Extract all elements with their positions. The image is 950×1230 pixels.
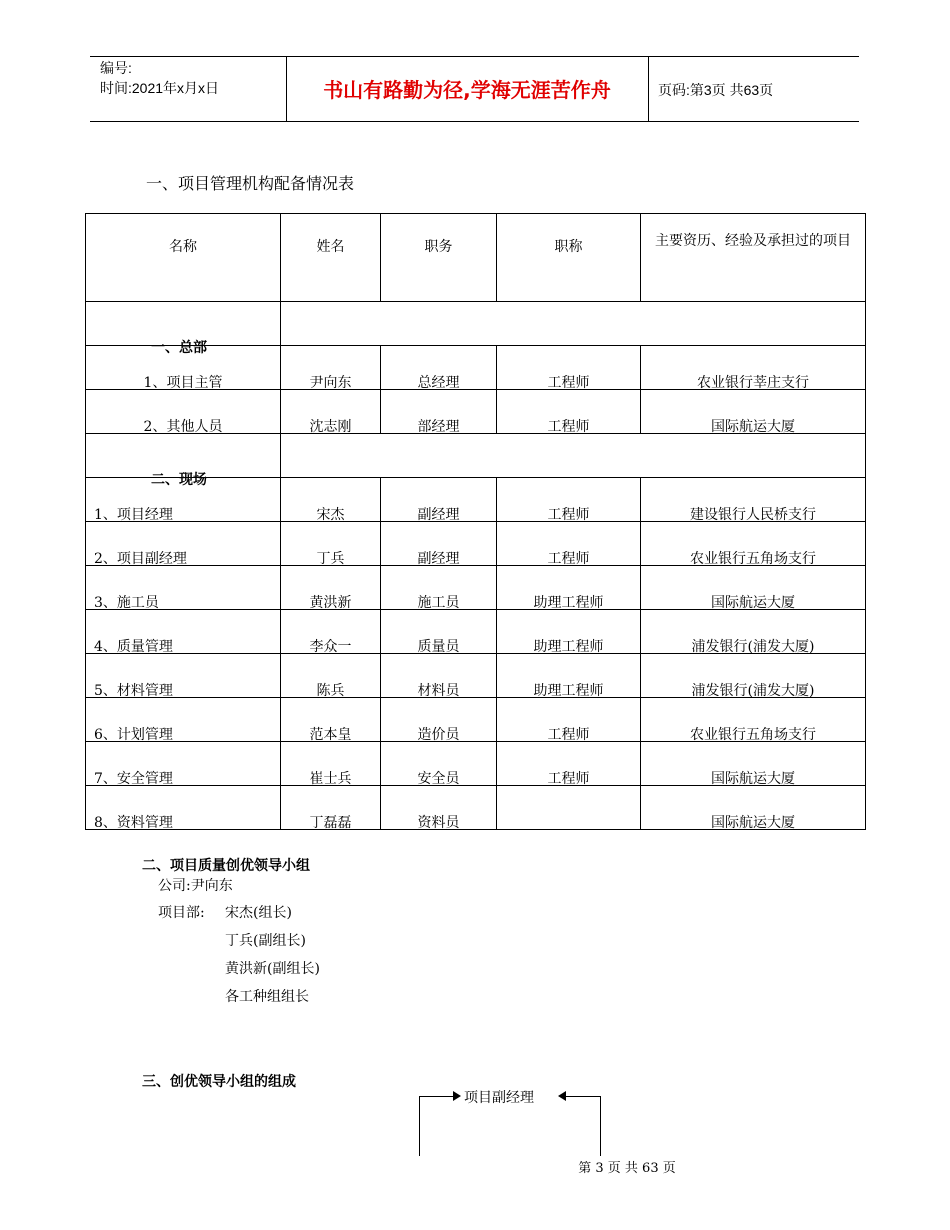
cell-text: 黄洪新 (309, 595, 352, 611)
cell-text: 陈兵 (316, 683, 345, 699)
table-row (86, 786, 866, 830)
table-cell-experience (641, 610, 866, 654)
cell-text: 尹向东 (309, 375, 352, 391)
table-group-row (86, 302, 866, 346)
table-cell-person (281, 390, 381, 434)
header-bottom-rule (90, 121, 859, 122)
cell-text: 国际航运大厦 (711, 419, 795, 435)
cell-text: 副经理 (417, 551, 460, 567)
cell-text: 浦发银行(浦发大厦) (691, 683, 815, 699)
cell-text: 质量员 (417, 639, 460, 655)
table-cell-duty (381, 566, 497, 610)
table-cell-person (281, 346, 381, 390)
company-member: 公司:尹向东 (158, 878, 233, 894)
cell-text: 工程师 (547, 375, 590, 391)
table-cell-person (281, 654, 381, 698)
cell-text: 资料员 (417, 815, 460, 831)
group-empty-cell (281, 434, 866, 478)
cell-text: 工程师 (547, 551, 590, 567)
cell-text: 宋杰 (316, 507, 345, 523)
column-header: 职务 (381, 214, 497, 302)
table-cell-name (86, 786, 281, 830)
footer-page-number (0, 1157, 950, 1176)
org-connector-line (600, 1096, 601, 1156)
cell-text: 丁磊磊 (309, 815, 352, 831)
cell-text: 2、项目副经理 (94, 551, 187, 567)
group-empty-cell (281, 302, 866, 346)
cell-text: 工程师 (547, 419, 590, 435)
section-title: 三、创优领导小组的组成 (142, 1074, 296, 1090)
member-item: 黄洪新(副组长) (225, 961, 320, 977)
group-label: 二、现场 (151, 472, 207, 488)
cell-text: 2、其他人员 (143, 419, 223, 435)
table-row (86, 390, 866, 434)
header-motto: 书山有路勤为径,学海无涯苦作舟 (323, 78, 611, 102)
column-header: 主要资历、经验及承担过的项目 (641, 214, 866, 302)
table-cell-title (497, 786, 641, 830)
table-cell-experience (641, 786, 866, 830)
table-cell-title (497, 610, 641, 654)
cell-text: 国际航运大厦 (711, 771, 795, 787)
table-cell-duty (381, 742, 497, 786)
cell-text: 7、安全管理 (94, 771, 173, 787)
table-cell-experience (641, 478, 866, 522)
cell-text: 李众一 (309, 639, 352, 655)
table-cell-person (281, 566, 381, 610)
column-header: 姓名 (281, 214, 381, 302)
group-label-cell (86, 302, 281, 356)
cell-text: 崔士兵 (309, 771, 352, 787)
cell-text: 3、施工员 (94, 595, 159, 611)
cell-text: 建设银行人民桥支行 (690, 507, 816, 523)
table-cell-name (86, 566, 281, 610)
cell-text: 工程师 (547, 727, 590, 743)
table-cell-experience (641, 566, 866, 610)
cell-text: 造价员 (417, 727, 460, 743)
cell-text: 范本皇 (309, 727, 352, 743)
column-header: 名称 (86, 214, 281, 302)
table-cell-name (86, 522, 281, 566)
table-cell-name (86, 698, 281, 742)
header-code-label: 编号: (100, 60, 132, 76)
table-cell-person (281, 786, 381, 830)
table-cell-person (281, 698, 381, 742)
table-cell-person (281, 610, 381, 654)
table-cell-duty (381, 478, 497, 522)
table-cell-title (497, 346, 641, 390)
table-cell-title (497, 742, 641, 786)
arrow-right-icon (453, 1091, 461, 1101)
cell-text: 农业银行莘庄支行 (697, 375, 809, 391)
table-row (86, 742, 866, 786)
table-cell-experience (641, 742, 866, 786)
org-connector-line (419, 1096, 455, 1097)
dept-label: 项目部: (158, 905, 205, 921)
table-cell-person (281, 522, 381, 566)
org-node: 项目副经理 (464, 1090, 534, 1106)
cell-text: 材料员 (417, 683, 460, 699)
cell-text: 国际航运大厦 (711, 595, 795, 611)
cell-text: 4、质量管理 (94, 639, 173, 655)
table-cell-duty (381, 654, 497, 698)
table-cell-duty (381, 346, 497, 390)
table-cell-name (86, 742, 281, 786)
column-header: 职称 (497, 214, 641, 302)
org-connector-line (419, 1096, 420, 1156)
cell-text: 丁兵 (316, 551, 345, 567)
header-page-label: 页码:第3页 共63页 (658, 82, 774, 98)
group-label: 一、总部 (151, 340, 207, 356)
cell-text: 1、项目主管 (143, 375, 223, 391)
table-cell-title (497, 478, 641, 522)
member-item: 各工种组组长 (225, 989, 309, 1005)
cell-text: 施工员 (417, 595, 460, 611)
table-row (86, 522, 866, 566)
table-cell-title (497, 390, 641, 434)
cell-text: 工程师 (547, 507, 590, 523)
cell-text: 助理工程师 (533, 639, 604, 655)
table-cell-experience (641, 698, 866, 742)
table-cell-duty (381, 610, 497, 654)
table-cell-duty (381, 698, 497, 742)
table-cell-title (497, 566, 641, 610)
table-group-row (86, 434, 866, 478)
cell-text: 浦发银行(浦发大厦) (691, 639, 815, 655)
table-header-row (86, 214, 866, 302)
cell-text: 工程师 (547, 771, 590, 787)
table-cell-duty (381, 390, 497, 434)
table-cell-experience (641, 654, 866, 698)
table-cell-duty (381, 786, 497, 830)
arrow-left-icon (558, 1091, 566, 1101)
table-cell-title (497, 522, 641, 566)
cell-text: 农业银行五角场支行 (690, 727, 816, 743)
member-item: 宋杰(组长) (225, 905, 292, 921)
group-label-cell (86, 434, 281, 488)
table-cell-person (281, 478, 381, 522)
table-cell-name (86, 390, 281, 434)
table-row (86, 610, 866, 654)
section-title: 二、项目质量创优领导小组 (142, 858, 310, 874)
header-time-label: 时间:2021年x月x日 (100, 80, 220, 96)
cell-text: 安全员 (417, 771, 460, 787)
cell-text: 总经理 (417, 375, 460, 391)
table-cell-title (497, 654, 641, 698)
table-row (86, 698, 866, 742)
cell-text: 部经理 (417, 419, 460, 435)
staff-table (85, 213, 866, 830)
cell-text: 副经理 (417, 507, 460, 523)
member-item: 丁兵(副组长) (225, 933, 306, 949)
cell-text: 8、资料管理 (94, 815, 173, 831)
table-cell-experience (641, 346, 866, 390)
section-title: 一、项目管理机构配备情况表 (146, 174, 355, 193)
org-connector-line (566, 1096, 600, 1097)
table-cell-duty (381, 522, 497, 566)
table-cell-experience (641, 390, 866, 434)
cell-text: 国际航运大厦 (711, 815, 795, 831)
cell-text: 6、计划管理 (94, 727, 173, 743)
table-cell-experience (641, 522, 866, 566)
table-row (86, 654, 866, 698)
cell-text: 沈志刚 (309, 419, 352, 435)
cell-text: 助理工程师 (533, 683, 604, 699)
header-divider (648, 56, 649, 121)
cell-text: 1、项目经理 (94, 507, 173, 523)
cell-text: 助理工程师 (533, 595, 604, 611)
cell-text: 5、材料管理 (94, 683, 173, 699)
table-cell-name (86, 654, 281, 698)
cell-text: 农业银行五角场支行 (690, 551, 816, 567)
table-cell-person (281, 742, 381, 786)
table-cell-name (86, 610, 281, 654)
footer-page-text: 第 3 页 共 63 页 (578, 1161, 676, 1176)
table-row (86, 566, 866, 610)
table-cell-title (497, 698, 641, 742)
